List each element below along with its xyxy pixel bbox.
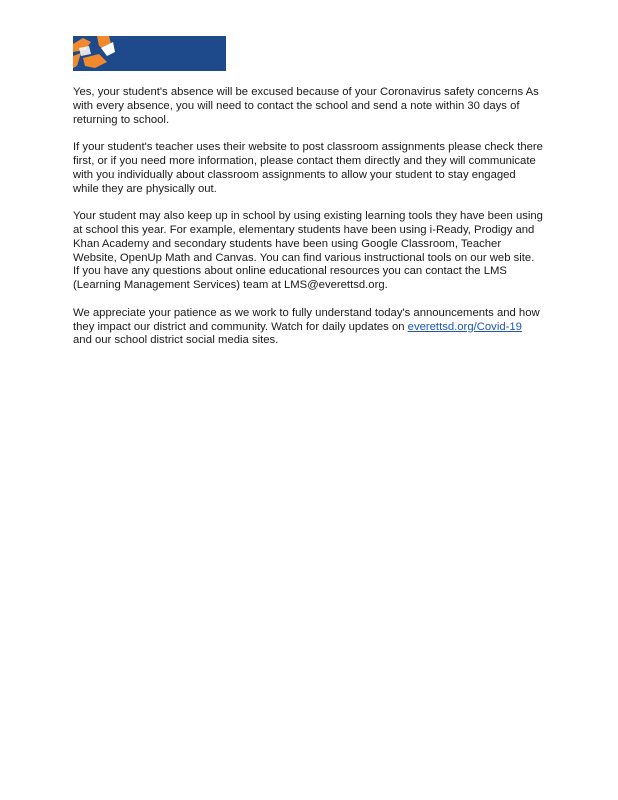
paragraph-absence: Yes, your student's absence will be excused because of your Coronavirus safety concerns As with every absence, you will need to contact the school and send a note within 30 days of returning to school. bbox=[73, 86, 539, 126]
closing-text-after-link: and our school district social media sites. bbox=[73, 334, 279, 347]
district-logo-icon bbox=[73, 36, 226, 71]
paragraph-learning-tools: Your student may also keep up in school by using existing learning tools they have been using at school this year. For example, elementary students have been using i-Ready, Prodigy and Khan Academy and secondary students have been using Google Classroom, Teacher Website, OpenUp Math and Canvas. You can find various instructional tools on our web site. If you have any questions about online educational resources you can contact the LMS (Learning Management Services) team at LMS@everettsd.org. bbox=[73, 210, 543, 292]
letter-body bbox=[73, 86, 543, 362]
covid-updates-link[interactable]: everettsd.org/Covid-19 bbox=[407, 320, 522, 333]
closing-text-before-link: We appreciate your patience as we work to fully understand today's announcements and how they impact our district and community. Watch for daily updates on bbox=[73, 306, 540, 333]
paragraph-closing bbox=[73, 307, 543, 348]
paragraph-teacher-website: If your student's teacher uses their website to post classroom assignments please check there first, or if you need more information, please contact them directly and they will communicate with you individually about classroom assignments to allow your student to stay engaged while they are physically out. bbox=[73, 141, 543, 195]
district-logo bbox=[73, 36, 226, 71]
